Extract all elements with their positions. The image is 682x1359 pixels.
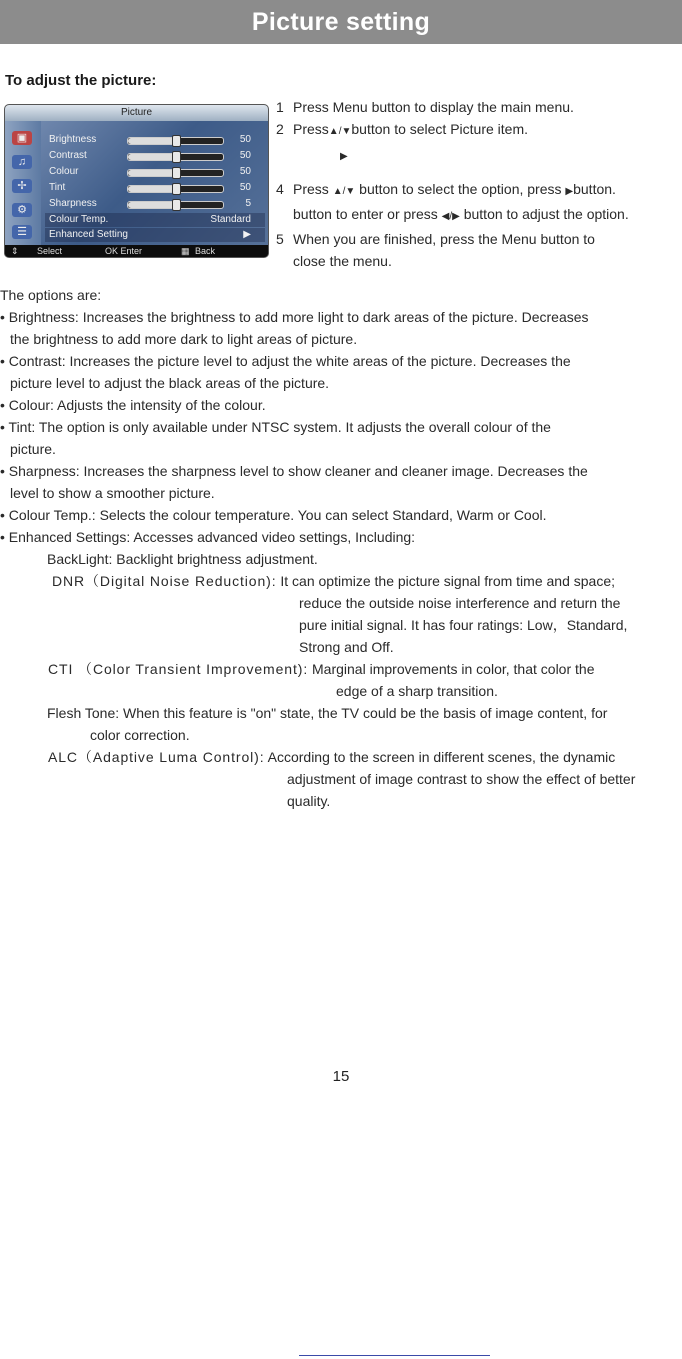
lock-icon: ⚙ <box>12 203 32 217</box>
option-contrast-cont: picture level to adjust the black areas of the picture. <box>10 375 330 391</box>
option-term: CTI （Color Transient Improvement): <box>48 661 309 677</box>
options-intro: The options are: <box>0 287 102 303</box>
tint-slider <box>127 185 224 193</box>
osd-row-label: Sharpness <box>49 198 97 209</box>
step-text: Press Menu button to display the main menu. <box>293 99 574 115</box>
brightness-slider <box>127 137 224 145</box>
step-2 <box>276 118 629 143</box>
osd-row-sharpness <box>45 197 265 211</box>
osd-sidebar <box>5 121 41 245</box>
step-text: When you are finished, press the Menu button to <box>293 231 595 247</box>
option-colour: • Colour: Adjusts the intensity of the colour. <box>0 397 266 413</box>
up-down-arrow-icon: ▲/▼ <box>328 126 352 137</box>
picture-icon: ▣ <box>12 131 32 145</box>
step-4-continued <box>276 203 629 228</box>
osd-row-value: 50 <box>239 150 251 161</box>
option-text: system. It adjusts the overall colour of the <box>289 419 551 435</box>
option-text: It can optimize the picture signal from time and space; <box>276 573 615 589</box>
osd-row-label: Colour Temp. <box>49 214 109 225</box>
option-tint <box>0 416 682 438</box>
osd-row-value: 50 <box>239 134 251 145</box>
step-number: 2 <box>276 121 284 137</box>
step-number: 4 <box>276 181 284 197</box>
option-term: ALC（Adaptive Luma Control): <box>48 749 265 765</box>
sound-icon: ♫ <box>12 155 32 169</box>
right-arrow-icon: ▶ <box>340 151 348 162</box>
sharpness-slider <box>127 201 224 209</box>
osd-row-value: 50 <box>239 166 251 177</box>
osd-row-value: Standard <box>210 214 251 225</box>
step-5 <box>276 228 629 250</box>
step-1 <box>276 96 629 118</box>
osd-row-brightness <box>45 133 265 147</box>
osd-row-enhanced <box>45 228 265 242</box>
step-5-continued: close the menu. <box>293 253 392 269</box>
osd-row-label: Enhanced Setting <box>49 229 128 240</box>
osd-row-colour-temp <box>45 213 265 227</box>
right-arrow-icon: ▶ <box>565 186 574 197</box>
picture-osd-menu <box>4 104 269 258</box>
menu-icon: ▦ <box>181 246 190 256</box>
page-header <box>0 0 682 44</box>
enhanced-alc <box>0 746 682 768</box>
enhanced-dnr <box>0 570 682 592</box>
osd-row-label: Colour <box>49 166 79 177</box>
osd-row-colour <box>45 165 265 179</box>
osd-row-value: 5 <box>245 198 251 209</box>
steps-list <box>276 96 629 272</box>
step-text: button. <box>573 181 616 197</box>
option-term: NTSC <box>251 419 290 435</box>
osd-footer-enter: OK Enter <box>105 246 143 256</box>
step-spacer <box>276 168 629 178</box>
osd-footer <box>5 245 268 257</box>
step-number: 1 <box>276 99 284 115</box>
enhanced-backlight: BackLight: Backlight brightness adjustment. <box>47 551 318 567</box>
left-right-arrow-icon: ◀/▶ <box>441 211 460 222</box>
step-text: button to select the option, press <box>359 181 562 197</box>
option-colour-temp: • Colour Temp.: Selects the colour temperature. You can select Standard, Warm or Cool. <box>0 507 547 523</box>
option-contrast: • Contrast: Increases the picture level to adjust the white areas of the picture. Decreases the <box>0 353 571 369</box>
osd-row-contrast <box>45 149 265 163</box>
enhanced-dnr-cont: Strong and Off. <box>299 639 394 655</box>
option-enhanced: • Enhanced Settings: Accesses advanced video settings, Including: <box>0 529 416 545</box>
enhanced-cti <box>0 658 682 680</box>
step-text: button to enter or press <box>293 206 438 222</box>
enhanced-dnr-cont: pure initial signal. It has four ratings: Low，Standard, <box>299 617 628 633</box>
enhanced-cti-cont: edge of a sharp transition. <box>336 683 498 699</box>
step-text: Press <box>293 181 329 197</box>
enhanced-dnr-cont: reduce the outside noise interference and return the <box>299 595 621 611</box>
chevron-right-icon: ▶ <box>243 229 251 240</box>
option-tint-cont: picture. <box>10 441 56 457</box>
osd-row-label: Tint <box>49 182 66 193</box>
setup-icon: ☰ <box>12 225 32 239</box>
contrast-slider <box>127 153 224 161</box>
osd-row-value: 50 <box>239 182 251 193</box>
osd-title: Picture <box>5 105 268 121</box>
step-text: button to select Picture item. <box>351 121 529 137</box>
updown-icon: ⇕ <box>11 246 19 256</box>
option-sharpness: • Sharpness: Increases the sharpness level to show cleaner and cleaner image. Decreases the <box>0 463 588 479</box>
colour-slider <box>127 169 224 177</box>
page-title: Picture setting <box>251 7 431 36</box>
osd-row-tint <box>45 181 265 195</box>
footer-rule <box>299 1355 490 1356</box>
step-text: Press <box>293 121 329 137</box>
option-term: DNR（Digital Noise Reduction): <box>52 573 277 589</box>
channel-icon: ✢ <box>12 179 32 193</box>
osd-footer-back: Back <box>195 246 216 256</box>
osd-options-panel <box>41 121 268 245</box>
option-text: • Tint: The option is only available under <box>0 419 252 435</box>
step-text: button to adjust the option. <box>463 206 629 222</box>
option-brightness: • Brightness: Increases the brightness to add more light to dark areas of the picture. Decreases <box>0 309 589 325</box>
osd-row-label: Contrast <box>49 150 87 161</box>
osd-footer-select: Select <box>37 246 63 256</box>
option-text: Marginal improvements in color, that color the <box>308 661 595 677</box>
step-3 <box>276 143 629 168</box>
section-subheading: To adjust the picture: <box>5 72 157 89</box>
step-4 <box>276 178 629 203</box>
option-sharpness-cont: level to show a smoother picture. <box>10 485 215 501</box>
enhanced-flesh-tone-cont: color correction. <box>90 727 190 743</box>
step-number: 5 <box>276 231 284 247</box>
osd-row-label: Brightness <box>49 134 97 145</box>
enhanced-alc-cont: quality. <box>287 793 331 809</box>
page-number: 15 <box>332 1068 350 1085</box>
options-list <box>0 284 682 812</box>
option-brightness-cont: the brightness to add more dark to light areas of picture. <box>10 331 358 347</box>
enhanced-flesh-tone: Flesh Tone: When this feature is "on" state, the TV could be the basis of image content, for <box>47 705 608 721</box>
up-down-arrow-icon: ▲/▼ <box>332 186 356 197</box>
enhanced-alc-cont: adjustment of image contrast to show the effect of better <box>287 771 636 787</box>
option-text: According to the screen in different scenes, the dynamic <box>264 749 616 765</box>
